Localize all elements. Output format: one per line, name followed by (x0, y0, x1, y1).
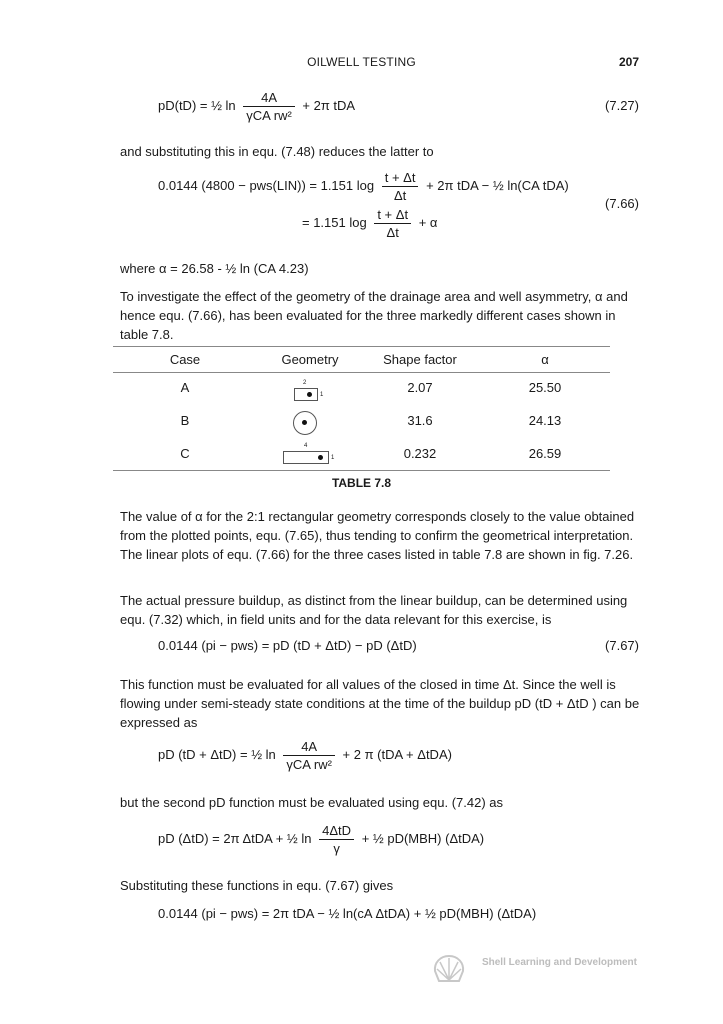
geometry-c-label-side: 1 (331, 455, 335, 461)
eq-7-66-line2-lhs: = 1.151 log (302, 214, 367, 230)
eq-a-fraction (283, 739, 335, 772)
equation-pd-delta (158, 823, 484, 856)
eq-7-66-line2-rhs: + α (418, 214, 438, 230)
equation-substituted: 0.0144 (pi − pws) = 2π tDA − ½ ln(cA ΔtDA) + ½ pD(MBH) (ΔtDA) (158, 906, 537, 921)
equation-7-66-line-2 (302, 207, 437, 240)
alpha-definition: where α = 26.58 - ½ ln (CA 4.23) (120, 261, 309, 276)
eq-b-rhs: + ½ pD(MBH) (ΔtDA) (361, 830, 485, 846)
eq-7-66-fraction-1 (382, 170, 419, 203)
table-caption: TABLE 7.8 (331, 476, 392, 490)
paragraph-3: The value of α for the 2:1 rectangular geometry corresponds closely to the value obtained from the plotted points, equ. (7.65), thus tending to confirm the geometrical interpretation. The linear plots of equ. (7.66) for the three cases listed in table 7.8 are shown in fig. 7.26. (120, 509, 635, 562)
eq-7-66-denominator-1: Δt (393, 188, 407, 203)
eq-number-7-67: (7.67) (605, 638, 639, 653)
page-number: 207 (618, 55, 639, 69)
row-b-case: B (180, 413, 190, 428)
table-header-alpha: α (541, 352, 549, 367)
eq-a-denominator: γCA rw² (286, 757, 332, 772)
eq-a-lhs: pD (tD + ΔtD) = ½ ln (158, 746, 276, 762)
table-header-shape-factor: Shape factor (383, 352, 457, 367)
paragraph-5: This function must be evaluated for all values of the closed in time Δt. Since the well is flowing under semi-steady state conditions at the time of the buildup pD (tD + ΔtD ) can be expressed as (120, 677, 640, 730)
row-b-alpha: 24.13 (528, 413, 562, 428)
well-dot-icon (307, 392, 312, 397)
eq-a-rhs: + 2 π (tDA + ΔtDA) (342, 746, 452, 762)
paragraph-1: and substituting this in equ. (7.48) reduces the latter to (120, 144, 434, 159)
footer-logo-text: Shell Learning and Development (481, 957, 637, 968)
geometry-a-label-side: 1 (320, 392, 324, 398)
eq-7-66-numerator-2: t + Δt (374, 207, 411, 224)
well-dot-icon (302, 420, 307, 425)
geometry-c-rectangle-icon (283, 451, 329, 464)
row-c-case: C (180, 446, 190, 461)
equation-7-27 (158, 90, 355, 123)
eq-7-66-numerator-1: t + Δt (382, 170, 419, 187)
table-top-rule (113, 346, 610, 347)
row-a-alpha: 25.50 (528, 380, 562, 395)
eq-7-27-denominator: γCA rw² (246, 108, 292, 123)
eq-b-denominator: γ (333, 841, 340, 856)
table-header-case: Case (169, 352, 201, 367)
row-c-alpha: 26.59 (528, 446, 562, 461)
geometry-c-label-top: 4 (304, 443, 308, 449)
eq-b-lhs: pD (ΔtD) = 2π ΔtDA + ½ ln (158, 830, 312, 846)
eq-7-66-denominator-2: Δt (386, 225, 399, 240)
geometry-a-label-top: 2 (303, 380, 307, 386)
geometry-b-circle-icon (293, 411, 317, 435)
eq-a-numerator: 4A (283, 739, 335, 756)
eq-7-27-fraction (243, 90, 295, 123)
table-header-rule (113, 372, 610, 373)
eq-7-66-line1-lhs: 0.0144 (4800 − pws(LIN)) = 1.151 log (158, 177, 375, 193)
eq-7-66-line1-rhs: + 2π tDA − ½ ln(CA tDA) (426, 177, 569, 193)
eq-b-fraction (319, 823, 354, 856)
eq-7-66-fraction-2 (374, 207, 411, 240)
row-a-case: A (180, 380, 190, 395)
eq-number-7-66: (7.66) (605, 196, 639, 211)
equation-7-67: 0.0144 (pi − pws) = pD (tD + ΔtD) − pD (ΔtD) (158, 638, 417, 653)
row-c-shape-factor: 0.232 (403, 446, 437, 461)
running-header: OILWELL TESTING (307, 55, 416, 69)
equation-pd-sum (158, 739, 452, 772)
table-bottom-rule (113, 470, 610, 471)
table-header-geometry: Geometry (281, 352, 339, 367)
equation-7-66-line-1 (158, 170, 569, 203)
eq-b-numerator: 4ΔtD (319, 823, 354, 840)
row-a-shape-factor: 2.07 (407, 380, 433, 395)
eq-7-27-rhs: + 2π tDA (302, 97, 356, 113)
well-dot-icon (318, 455, 323, 460)
shell-logo-icon (432, 954, 466, 987)
paragraph-6: but the second pD function must be evaluated using equ. (7.42) as (120, 795, 504, 810)
geometry-a-rectangle-icon (294, 388, 318, 401)
eq-7-27-numerator: 4A (243, 90, 295, 107)
paragraph-4: The actual pressure buildup, as distinct from the linear buildup, can be determined using equ. (7.32) which, in field units and for the data relevant for this exercise, is (120, 593, 628, 627)
paragraph-7: Substituting these functions in equ. (7.67) gives (120, 878, 394, 893)
row-b-shape-factor: 31.6 (407, 413, 433, 428)
paragraph-2: To investigate the effect of the geometry of the drainage area and well asymmetry, α and hence equ. (7.66), has been evaluated for the three markedly different cases shown in table 7.8. (120, 289, 628, 342)
eq-number-7-27: (7.27) (605, 98, 639, 113)
eq-7-27-lhs: pD(tD) = ½ ln (158, 97, 236, 113)
